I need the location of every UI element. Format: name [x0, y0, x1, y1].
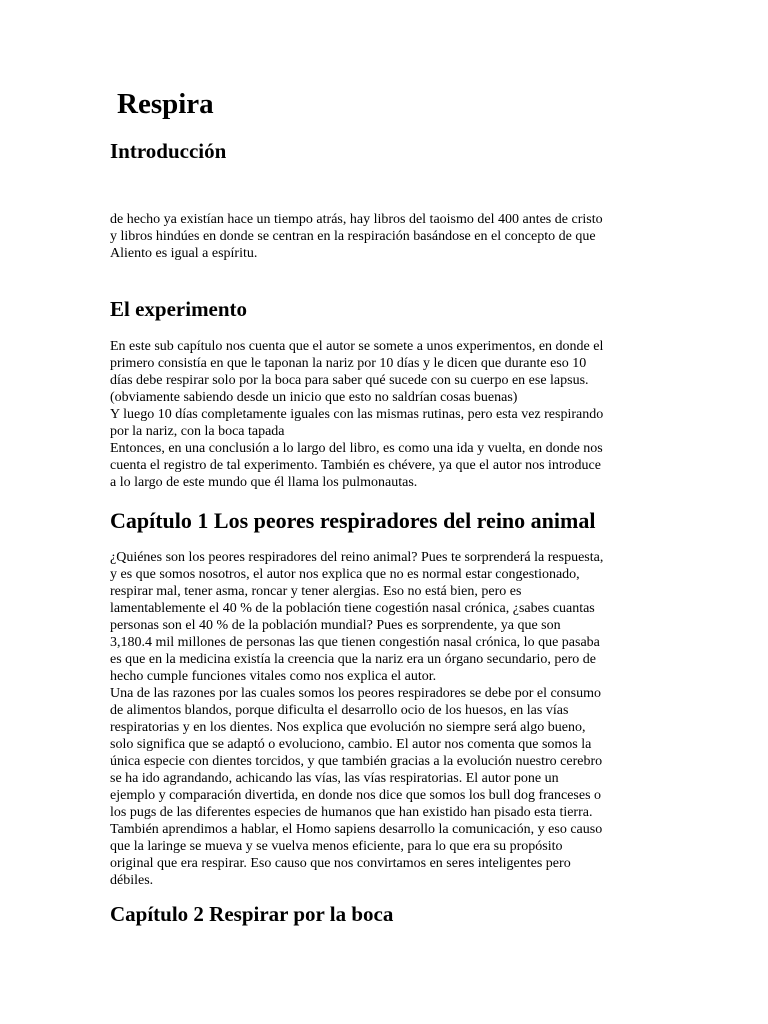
paragraph-line: 3,180.4 mil millones de personas las que tienen congestión nasal crónica, lo que pasaba [110, 635, 600, 650]
paragraph-line: es que en la medicina existía la creencia que la nariz era un órgano secundario, pero de [110, 652, 597, 667]
paragraph-line: cuenta el registro de tal experimento. También es chévere, ya que el autor nos introduce [110, 458, 601, 473]
paragraph-el-experimento [110, 338, 603, 491]
paragraph-line: los pugs de las diferentes especies de humanos que han existido han pisado esta tierra. [110, 805, 593, 820]
paragraph-line: ¿Quiénes son los peores respiradores del reino animal? Pues te sorprenderá la respuesta, [110, 550, 604, 565]
paragraph-line: respiratorias y en los dientes. Nos explica que evolución no siempre será algo bueno, [110, 720, 586, 735]
paragraph-line: y es que somos nosotros, el autor nos explica que no es normal estar congestionado, [110, 567, 580, 582]
paragraph-line: respirar mal, tener asma, roncar y tener alergias. Eso no está bien, pero es [110, 584, 522, 599]
paragraph-line: se ha ido agrandando, achicando las vías, las vías respiratorias. El autor pone un [110, 771, 559, 786]
document-title: Respira [117, 88, 214, 120]
paragraph-line: de hecho ya existían hace un tiempo atrás, hay libros del taoismo del 400 antes de cristo [110, 212, 603, 227]
paragraph-line: débiles. [110, 873, 154, 888]
paragraph-line: Una de las razones por las cuales somos los peores respiradores se debe por el consumo [110, 686, 602, 701]
paragraph-line: Aliento es igual a espíritu. [110, 246, 258, 261]
paragraph-line: días debe respirar solo por la boca para saber qué sucede con su cuerpo en ese lapsus. [110, 373, 589, 388]
heading-capitulo-2: Capítulo 2 Respirar por la boca [110, 902, 394, 926]
paragraph-line: También aprendimos a hablar, el Homo sapiens desarrollo la comunicación, y eso causo [110, 822, 603, 837]
heading-capitulo-1: Capítulo 1 Los peores respiradores del reino animal [110, 508, 596, 533]
paragraph-introduccion [110, 211, 603, 262]
paragraph-line: solo significa que se adaptó o evoluciono, cambio. El autor nos comenta que somos la [110, 737, 592, 752]
paragraph-line: En este sub capítulo nos cuenta que el autor se somete a unos experimentos, en donde el [110, 339, 604, 354]
paragraph-line: original que era respirar. Eso causo que nos convirtamos en seres inteligentes pero [110, 856, 571, 871]
paragraph-line: de alimentos blandos, porque dificulta el desarrollo ocio de los huesos, en las vías [110, 703, 569, 718]
heading-introduccion: Introducción [110, 139, 227, 163]
paragraph-line: ejemplo y comparación divertida, en donde nos dice que somos los bull dog franceses o [110, 788, 602, 803]
heading-el-experimento: El experimento [110, 297, 248, 321]
paragraph-line: lamentablemente el 40 % de la población tiene cogestión nasal crónica, ¿sabes cuantas [110, 601, 595, 616]
paragraph-line: por la nariz, con la boca tapada [110, 424, 285, 439]
paragraph-line: personas son el 40 % de la población mundial? Pues es sorprendente, ya que son [110, 618, 561, 633]
paragraph-capitulo-1 [110, 549, 603, 889]
paragraph-line: y libros hindúes en donde se centran en la respiración basándose en el concepto de que [110, 229, 596, 244]
paragraph-line: única especie con dientes torcidos, y que también gracias a la evolución nuestro cerebro [110, 754, 603, 769]
paragraph-line: a lo largo de este mundo que él llama los pulmonautas. [110, 475, 418, 490]
paragraph-line: primero consistía en que le taponan la nariz por 10 días y le dicen que durante eso 10 [110, 356, 587, 371]
paragraph-line: que la laringe se mueva y se vuelva menos eficiente, para lo que era su propósito [110, 839, 563, 854]
paragraph-line: hecho cumple funciones vitales como nos explica el autor. [110, 669, 437, 684]
paragraph-line: Y luego 10 días completamente iguales con las mismas rutinas, pero esta vez respirando [110, 407, 604, 422]
paragraph-line: Entonces, en una conclusión a lo largo del libro, es como una ida y vuelta, en donde nos [110, 441, 603, 456]
paragraph-line: (obviamente sabiendo desde un inicio que esto no saldrían cosas buenas) [110, 390, 518, 405]
